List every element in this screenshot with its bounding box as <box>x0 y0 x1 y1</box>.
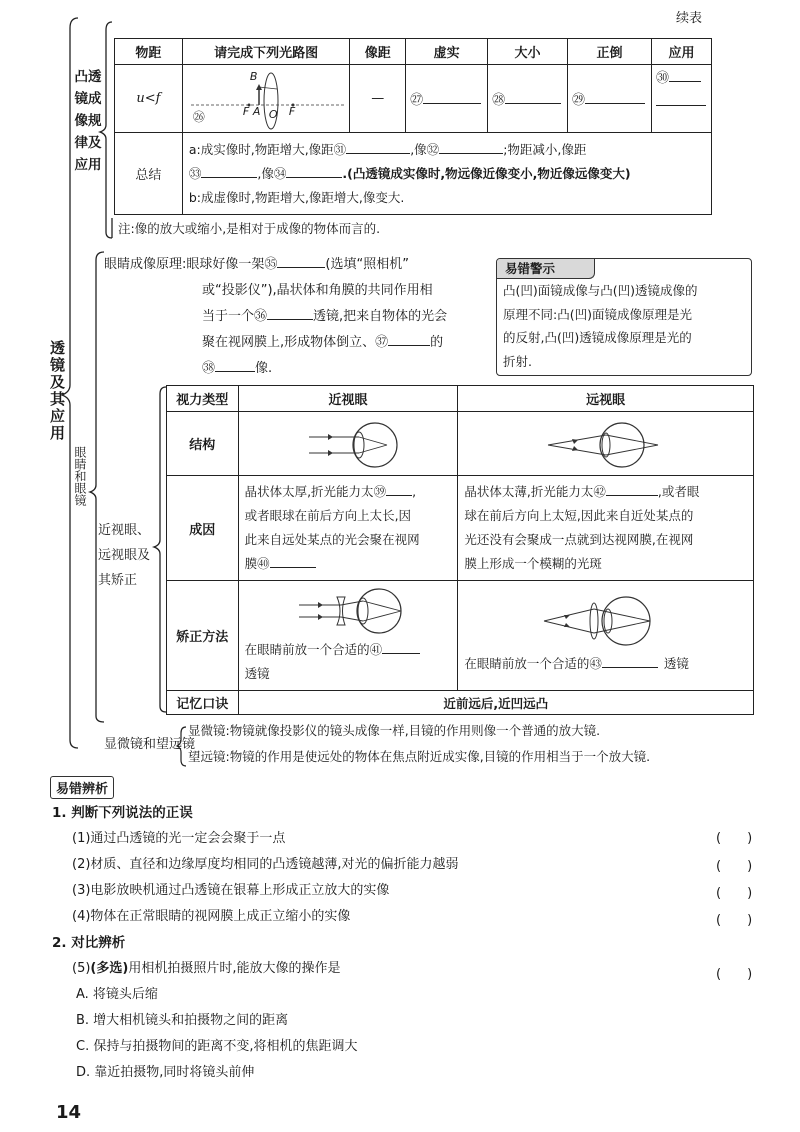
q1-item-1: (1)通过凸透镜的光一定会会聚于一点 <box>72 831 286 846</box>
paren-5[interactable]: ( ) <box>716 967 753 982</box>
size-cell[interactable] <box>488 65 568 133</box>
vision-header-hyperopia: 远视眼 <box>458 386 754 412</box>
diagram-cell <box>182 65 349 133</box>
memo: 近前远后,近凹远凸 <box>238 691 753 715</box>
header-application: 应用 <box>651 39 711 65</box>
blank-31[interactable] <box>346 153 410 154</box>
hyperopia-structure <box>458 412 754 476</box>
application-number: ㉚ <box>655 71 669 86</box>
label-b: B <box>249 70 258 83</box>
real-number: ㉗ <box>410 93 424 108</box>
scope-microscope: 显微镜:物镜就像投影仪的镜头成像一样,目镜的作用则像一个普通的放大镜. <box>188 723 601 738</box>
real-cell[interactable] <box>406 65 488 133</box>
row-memo-label: 记忆口诀 <box>167 691 239 715</box>
myopia-structure <box>238 412 458 476</box>
warning-title: 易错警示 <box>497 259 595 279</box>
label-a: A <box>252 105 261 118</box>
myopia-cause: 晶状体太厚,折光能力太㊴ , 或者眼球在前后方向上太长,因 此来自远处某点的光会聚在视网 膜㊵ <box>238 476 458 581</box>
eye-principle-label: 眼睛成像原理: <box>104 257 187 272</box>
orientation-number: ㉙ <box>572 93 586 108</box>
myopia-correction-diagram <box>239 581 459 641</box>
blank-43[interactable] <box>602 667 658 668</box>
blank-41[interactable] <box>382 653 420 654</box>
summary-b: b:成虚像时,物距增大,像距增大,像变大. <box>188 189 405 205</box>
paren-2[interactable]: ( ) <box>716 859 753 874</box>
q1-item-2: (2)材质、直径和边缘厚度均相同的凸透镜越薄,对光的偏折能力越弱 <box>72 857 459 872</box>
option-c: C. 保持与拍摄物间的距离不变,将相机的焦距调大 <box>76 1039 358 1054</box>
lens-title: 凸透镜成像规律及应用 <box>74 69 102 173</box>
outer-title: 透镜及其应用 <box>48 340 66 442</box>
label-o: O <box>268 108 278 121</box>
blank-34[interactable] <box>286 177 342 178</box>
lens-ray-diagram <box>183 65 351 133</box>
warning-box <box>496 258 752 376</box>
blank-39[interactable] <box>386 495 412 496</box>
lens-note: 注:像的放大或缩小,是相对于成像的物体而言的. <box>118 221 381 236</box>
orientation-cell[interactable] <box>568 65 652 133</box>
lens-table <box>114 38 712 215</box>
eye-title: 眼睛和眼镜 <box>73 446 87 506</box>
header-orientation: 正倒 <box>568 39 652 65</box>
row-correction-label: 矫正方法 <box>167 581 239 691</box>
blank-42[interactable] <box>606 495 658 496</box>
label-f2: F <box>288 105 296 118</box>
header-size: 大小 <box>488 39 568 65</box>
hyperopia-cause: 晶状体太薄,折光能力太㊷ ,或者眼 球在前后方向上太短,因此来自近处某点的 光还没有会聚成一点就到达视网膜,在视网 膜上形成一个模糊的光斑 <box>458 476 754 581</box>
q1-item-3: (3)电影放映机通过凸透镜在银幕上形成正立放大的实像 <box>72 883 390 898</box>
continued-label: 续表 <box>676 11 703 26</box>
application-cell[interactable] <box>651 65 711 133</box>
eye-principle: 眼睛成像原理:眼球好像一架㉟ (选填“照相机” <box>104 257 409 272</box>
warning-text: 凸(凹)面镜成像与凸(凹)透镜成像的 原理不同:凸(凹)面镜成像原理是光 的反射,凸(凹)透镜成像原理是光的 折射. <box>503 283 698 369</box>
summary-label: 总结 <box>115 133 183 215</box>
paren-3[interactable]: ( ) <box>716 886 753 901</box>
header-diagram: 请完成下列光路图 <box>182 39 349 65</box>
errors-title: 易错辨析 <box>50 776 114 799</box>
hyperopia-correction: 在眼睛前放一个合适的㊸ 透镜 <box>458 581 754 691</box>
scope-label: 显微镜和望远镜 <box>104 737 196 752</box>
option-a: A. 将镜头后缩 <box>76 987 158 1002</box>
blank-38[interactable] <box>215 371 255 372</box>
blank-40[interactable] <box>270 567 316 568</box>
blank-36[interactable] <box>267 319 313 320</box>
image-distance-cell: — <box>350 65 406 133</box>
row-structure-label: 结构 <box>167 412 239 476</box>
header-real: 虚实 <box>406 39 488 65</box>
q5-stem: (5)(多选)用相机拍摄照片时,能放大像的操作是 <box>72 961 341 976</box>
vision-side-label: 近视眼、 远视眼及 其矫正 <box>98 523 151 588</box>
summary-cell: a:成实像时,物距增大,像距㉛ ,像㉜ ;物距减小,像距 ㉝ ,像㉞ .(凸透镜成实像时,物远像近像变小,物近像远像变大) b:成虚像时,物距增大,像距增大,像变大. <box>182 133 711 215</box>
blank-37[interactable] <box>388 345 430 346</box>
q2-title: 2. 对比辨析 <box>52 935 126 951</box>
myopia-correction: 在眼睛前放一个合适的㊶ 透镜 <box>238 581 458 691</box>
row-distance: u<f <box>115 65 183 133</box>
myopia-eye-diagram <box>239 412 459 476</box>
header-image-distance: 像距 <box>350 39 406 65</box>
blank-35[interactable] <box>277 267 325 268</box>
vision-header-type: 视力类型 <box>167 386 239 412</box>
hyperopia-correction-diagram <box>458 581 754 651</box>
paren-4[interactable]: ( ) <box>716 913 753 928</box>
diagram-number: ㉖ <box>192 110 205 124</box>
size-number: ㉘ <box>492 93 506 108</box>
vision-header-myopia: 近视眼 <box>238 386 458 412</box>
page-number: 14 <box>56 1102 82 1123</box>
vision-table <box>166 385 754 715</box>
header-distance: 物距 <box>115 39 183 65</box>
q1-title: 1. 判断下列说法的正误 <box>52 805 193 821</box>
paren-1[interactable]: ( ) <box>716 831 753 846</box>
scope-telescope: 望远镜:物镜的作用是使远处的物体在焦点附近成实像,目镜的作用相当于一个放大镜. <box>188 749 651 764</box>
blank-32[interactable] <box>439 153 503 154</box>
option-b: B. 增大相机镜头和拍摄物之间的距离 <box>76 1013 289 1028</box>
label-f1: F <box>242 105 250 118</box>
option-d: D. 靠近拍摄物,同时将镜头前伸 <box>76 1065 255 1080</box>
row-cause-label: 成因 <box>167 476 239 581</box>
q1-item-4: (4)物体在正常眼睛的视网膜上成正立缩小的实像 <box>72 909 351 924</box>
hyperopia-eye-diagram <box>458 412 754 476</box>
blank-33[interactable] <box>201 177 257 178</box>
